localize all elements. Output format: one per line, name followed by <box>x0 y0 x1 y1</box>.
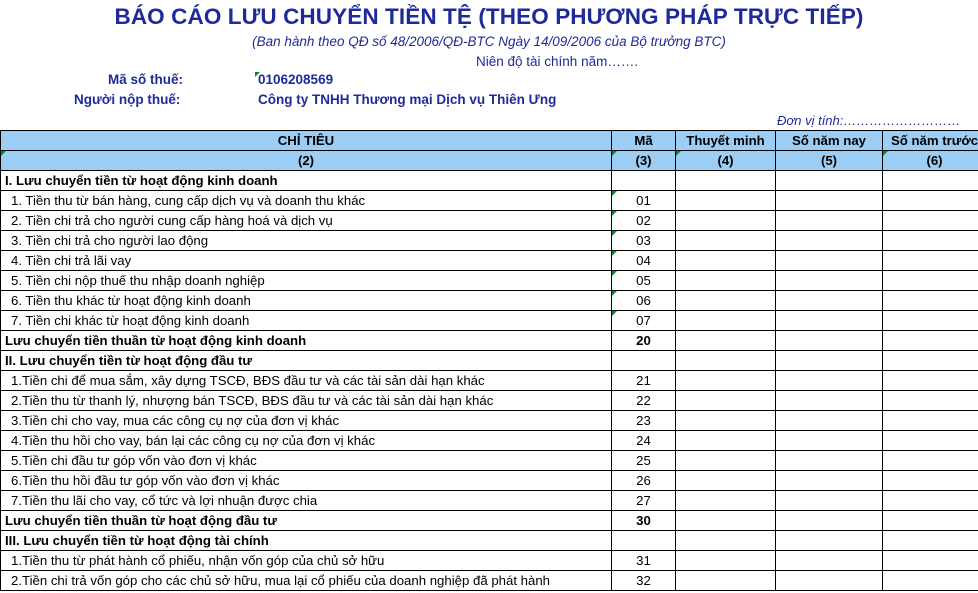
row-label[interactable]: 1.Tiền chi để mua sắm, xây dựng TSCĐ, BĐS đầu tư và các tài sản dài hạn khác <box>1 371 612 391</box>
current-year-cell[interactable] <box>776 311 883 331</box>
row-code[interactable] <box>612 471 676 491</box>
column-number <box>1 151 612 171</box>
row-code[interactable] <box>612 531 676 551</box>
current-year-cell[interactable] <box>776 291 883 311</box>
row-label[interactable]: 5.Tiền chi đầu tư góp vốn vào đơn vị khác <box>1 451 612 471</box>
column-header-so-nam-truoc: Số năm trước <box>883 131 978 151</box>
note-cell[interactable] <box>676 331 776 351</box>
row-code[interactable] <box>612 431 676 451</box>
row-code-text: 31 <box>636 553 651 568</box>
table-row <box>1 451 978 471</box>
note-cell[interactable] <box>676 371 776 391</box>
row-code-text: 32 <box>636 573 651 588</box>
row-label[interactable]: 7. Tiền chi khác từ hoạt động kinh doanh <box>1 311 612 331</box>
current-year-cell[interactable] <box>776 211 883 231</box>
note-cell[interactable] <box>676 271 776 291</box>
current-year-cell[interactable] <box>776 191 883 211</box>
table-header-row <box>1 131 978 151</box>
comment-marker-icon <box>612 291 617 296</box>
prior-year-cell[interactable] <box>883 451 978 471</box>
table-row <box>1 171 978 191</box>
column-number <box>676 151 776 171</box>
table-column-number-row <box>1 151 978 171</box>
comment-marker-icon <box>612 271 617 276</box>
prior-year-cell[interactable] <box>883 531 978 551</box>
current-year-cell[interactable] <box>776 551 883 571</box>
current-year-cell[interactable] <box>776 571 883 591</box>
row-code-text: 26 <box>636 473 651 488</box>
current-year-cell[interactable] <box>776 511 883 531</box>
table-row <box>1 431 978 451</box>
current-year-cell[interactable] <box>776 431 883 451</box>
report-subtitle: (Ban hành theo QĐ số 48/2006/QĐ-BTC Ngày 14/09/2006 của Bộ trưởng BTC) <box>252 34 726 49</box>
current-year-cell[interactable] <box>776 251 883 271</box>
table-row <box>1 411 978 431</box>
prior-year-cell[interactable] <box>883 191 978 211</box>
current-year-cell[interactable] <box>776 391 883 411</box>
column-number-text: (3) <box>635 153 652 168</box>
row-code[interactable] <box>612 391 676 411</box>
row-code[interactable] <box>612 291 676 311</box>
row-code[interactable] <box>612 511 676 531</box>
note-cell[interactable] <box>676 431 776 451</box>
row-code-text: 24 <box>636 433 651 448</box>
note-cell[interactable] <box>676 551 776 571</box>
comment-marker-icon <box>612 151 617 156</box>
row-code[interactable] <box>612 351 676 371</box>
table-row <box>1 231 978 251</box>
row-code-text: 21 <box>636 373 651 388</box>
current-year-cell[interactable] <box>776 371 883 391</box>
row-code[interactable] <box>612 491 676 511</box>
row-code-text: 03 <box>636 233 651 248</box>
note-cell[interactable] <box>676 351 776 371</box>
row-label[interactable]: I. Lưu chuyển tiền từ hoạt động kinh doanh <box>1 171 612 191</box>
row-code-text: 05 <box>636 273 651 288</box>
column-number <box>883 151 978 171</box>
row-code-text: 23 <box>636 413 651 428</box>
current-year-cell[interactable] <box>776 231 883 251</box>
table-row <box>1 571 978 591</box>
note-cell[interactable] <box>676 491 776 511</box>
row-label[interactable]: 2.Tiền chi trả vốn góp cho các chủ sở hữu, mua lại cổ phiếu của doanh nghiệp đã phát hành <box>1 571 612 591</box>
table-row <box>1 211 978 231</box>
note-cell[interactable] <box>676 251 776 271</box>
prior-year-cell[interactable] <box>883 311 978 331</box>
row-code[interactable] <box>612 551 676 571</box>
table-row <box>1 191 978 211</box>
payer-value[interactable]: Công ty TNHH Thương mại Dịch vụ Thiên Ưng <box>258 92 557 107</box>
tax-code-value[interactable]: 0106208569 <box>258 72 334 87</box>
row-code-text: 07 <box>636 313 651 328</box>
current-year-cell[interactable] <box>776 411 883 431</box>
current-year-cell[interactable] <box>776 491 883 511</box>
current-year-cell[interactable] <box>776 351 883 371</box>
table-row <box>1 551 978 571</box>
note-cell[interactable] <box>676 391 776 411</box>
prior-year-cell[interactable] <box>883 331 978 351</box>
column-number-text: (6) <box>926 153 943 168</box>
row-code-text: 22 <box>636 393 651 408</box>
note-cell[interactable] <box>676 511 776 531</box>
row-label[interactable]: 6.Tiền thu hồi đầu tư góp vốn vào đơn vị khác <box>1 471 612 491</box>
note-cell[interactable] <box>676 471 776 491</box>
table-row <box>1 331 978 351</box>
comment-marker-icon <box>1 151 6 156</box>
row-code[interactable] <box>612 331 676 351</box>
prior-year-cell[interactable] <box>883 511 978 531</box>
row-label[interactable]: II. Lưu chuyển tiền từ hoạt động đầu tư <box>1 351 612 371</box>
table-row <box>1 311 978 331</box>
note-cell[interactable] <box>676 531 776 551</box>
prior-year-cell[interactable] <box>883 491 978 511</box>
row-label[interactable]: 6. Tiền thu khác từ hoạt động kinh doanh <box>1 291 612 311</box>
row-code-text: 02 <box>636 213 651 228</box>
prior-year-cell[interactable] <box>883 431 978 451</box>
row-label[interactable]: 4. Tiền chi trả lãi vay <box>1 251 612 271</box>
row-code-text: 06 <box>636 293 651 308</box>
current-year-cell[interactable] <box>776 471 883 491</box>
column-number-text: (4) <box>717 153 734 168</box>
column-header-thuyet-minh: Thuyết minh <box>676 131 776 151</box>
row-code[interactable] <box>612 171 676 191</box>
prior-year-cell[interactable] <box>883 371 978 391</box>
current-year-cell[interactable] <box>776 171 883 191</box>
fiscal-year: Niên độ tài chính năm……. <box>476 54 639 69</box>
row-code[interactable] <box>612 271 676 291</box>
row-code[interactable] <box>612 211 676 231</box>
table-row <box>1 491 978 511</box>
row-code-text: 30 <box>636 513 651 528</box>
row-label[interactable]: III. Lưu chuyển tiền từ hoạt động tài chính <box>1 531 612 551</box>
current-year-cell[interactable] <box>776 331 883 351</box>
prior-year-cell[interactable] <box>883 291 978 311</box>
table-row <box>1 531 978 551</box>
row-code-text: 27 <box>636 493 651 508</box>
row-code[interactable] <box>612 411 676 431</box>
note-cell[interactable] <box>676 171 776 191</box>
prior-year-cell[interactable] <box>883 171 978 191</box>
row-code[interactable] <box>612 251 676 271</box>
column-number <box>612 151 676 171</box>
column-header-so-nam-nay: Số năm nay <box>776 131 883 151</box>
row-label[interactable]: 4.Tiền thu hồi cho vay, bán lại các công cụ nợ của đơn vị khác <box>1 431 612 451</box>
row-label[interactable]: 1. Tiền thu từ bán hàng, cung cấp dịch vụ và doanh thu khác <box>1 191 612 211</box>
unit-label: Đơn vị tính:……………………… <box>777 113 961 128</box>
table-row <box>1 371 978 391</box>
prior-year-cell[interactable] <box>883 351 978 371</box>
prior-year-cell[interactable] <box>883 551 978 571</box>
note-cell[interactable] <box>676 291 776 311</box>
row-label[interactable]: 3. Tiền chi trả cho người lao động <box>1 231 612 251</box>
row-code[interactable] <box>612 231 676 251</box>
comment-marker-icon <box>612 231 617 236</box>
table-row <box>1 271 978 291</box>
current-year-cell[interactable] <box>776 531 883 551</box>
row-code[interactable] <box>612 191 676 211</box>
note-cell[interactable] <box>676 191 776 211</box>
note-cell[interactable] <box>676 411 776 431</box>
comment-marker-icon <box>676 151 681 156</box>
row-label[interactable]: 1.Tiền thu từ phát hành cổ phiếu, nhận vốn góp của chủ sở hữu <box>1 551 612 571</box>
note-cell[interactable] <box>676 571 776 591</box>
comment-marker-icon <box>883 151 888 156</box>
row-code-text: 20 <box>636 333 651 348</box>
prior-year-cell[interactable] <box>883 271 978 291</box>
comment-marker-icon <box>612 211 617 216</box>
row-code-text: 04 <box>636 253 651 268</box>
table-row <box>1 471 978 491</box>
cash-flow-table <box>0 130 978 591</box>
prior-year-cell[interactable] <box>883 391 978 411</box>
prior-year-cell[interactable] <box>883 231 978 251</box>
row-label[interactable]: 3.Tiền chi cho vay, mua các công cụ nợ của đơn vị khác <box>1 411 612 431</box>
column-number <box>776 151 883 171</box>
column-number-text: (5) <box>820 153 838 168</box>
row-code-text: 01 <box>636 193 651 208</box>
comment-marker-icon <box>612 251 617 256</box>
note-cell[interactable] <box>676 211 776 231</box>
row-code-text: 25 <box>636 453 651 468</box>
row-label[interactable]: 5. Tiền chi nộp thuế thu nhập doanh nghiệp <box>1 271 612 291</box>
column-header-chi-tieu: CHỈ TIÊU <box>1 131 612 151</box>
comment-marker-icon <box>612 191 617 196</box>
note-cell[interactable] <box>676 231 776 251</box>
comment-marker-icon <box>612 311 617 316</box>
prior-year-cell[interactable] <box>883 571 978 591</box>
note-cell[interactable] <box>676 311 776 331</box>
table-row <box>1 291 978 311</box>
column-number-text: (2) <box>297 153 315 168</box>
table-row <box>1 251 978 271</box>
report-title: BÁO CÁO LƯU CHUYỂN TIỀN TỆ (THEO PHƯƠNG PHÁP TRỰC TIẾP) <box>114 4 864 29</box>
row-label[interactable]: Lưu chuyển tiền thuần từ hoạt động đầu tư <box>1 511 612 531</box>
prior-year-cell[interactable] <box>883 471 978 491</box>
prior-year-cell[interactable] <box>883 211 978 231</box>
row-code[interactable] <box>612 451 676 471</box>
note-cell[interactable] <box>676 451 776 471</box>
tax-code-label: Mã số thuế: <box>108 72 184 87</box>
prior-year-cell[interactable] <box>883 251 978 271</box>
payer-label: Người nộp thuế: <box>74 92 181 107</box>
current-year-cell[interactable] <box>776 271 883 291</box>
table-row <box>1 391 978 411</box>
row-code[interactable] <box>612 311 676 331</box>
row-label[interactable]: 2.Tiền thu từ thanh lý, nhượng bán TSCĐ, BĐS đầu tư và các tài sản dài hạn khác <box>1 391 612 411</box>
row-code[interactable] <box>612 371 676 391</box>
row-label[interactable]: 7.Tiền thu lãi cho vay, cổ tức và lợi nhuận được chia <box>1 491 612 511</box>
current-year-cell[interactable] <box>776 451 883 471</box>
row-label[interactable]: 2. Tiền chi trả cho người cung cấp hàng hoá và dịch vụ <box>1 211 612 231</box>
row-code[interactable] <box>612 571 676 591</box>
table-row <box>1 511 978 531</box>
column-header-ma: Mã <box>612 131 676 151</box>
prior-year-cell[interactable] <box>883 411 978 431</box>
row-label[interactable]: Lưu chuyển tiền thuần từ hoạt động kinh doanh <box>1 331 612 351</box>
table-row <box>1 351 978 371</box>
